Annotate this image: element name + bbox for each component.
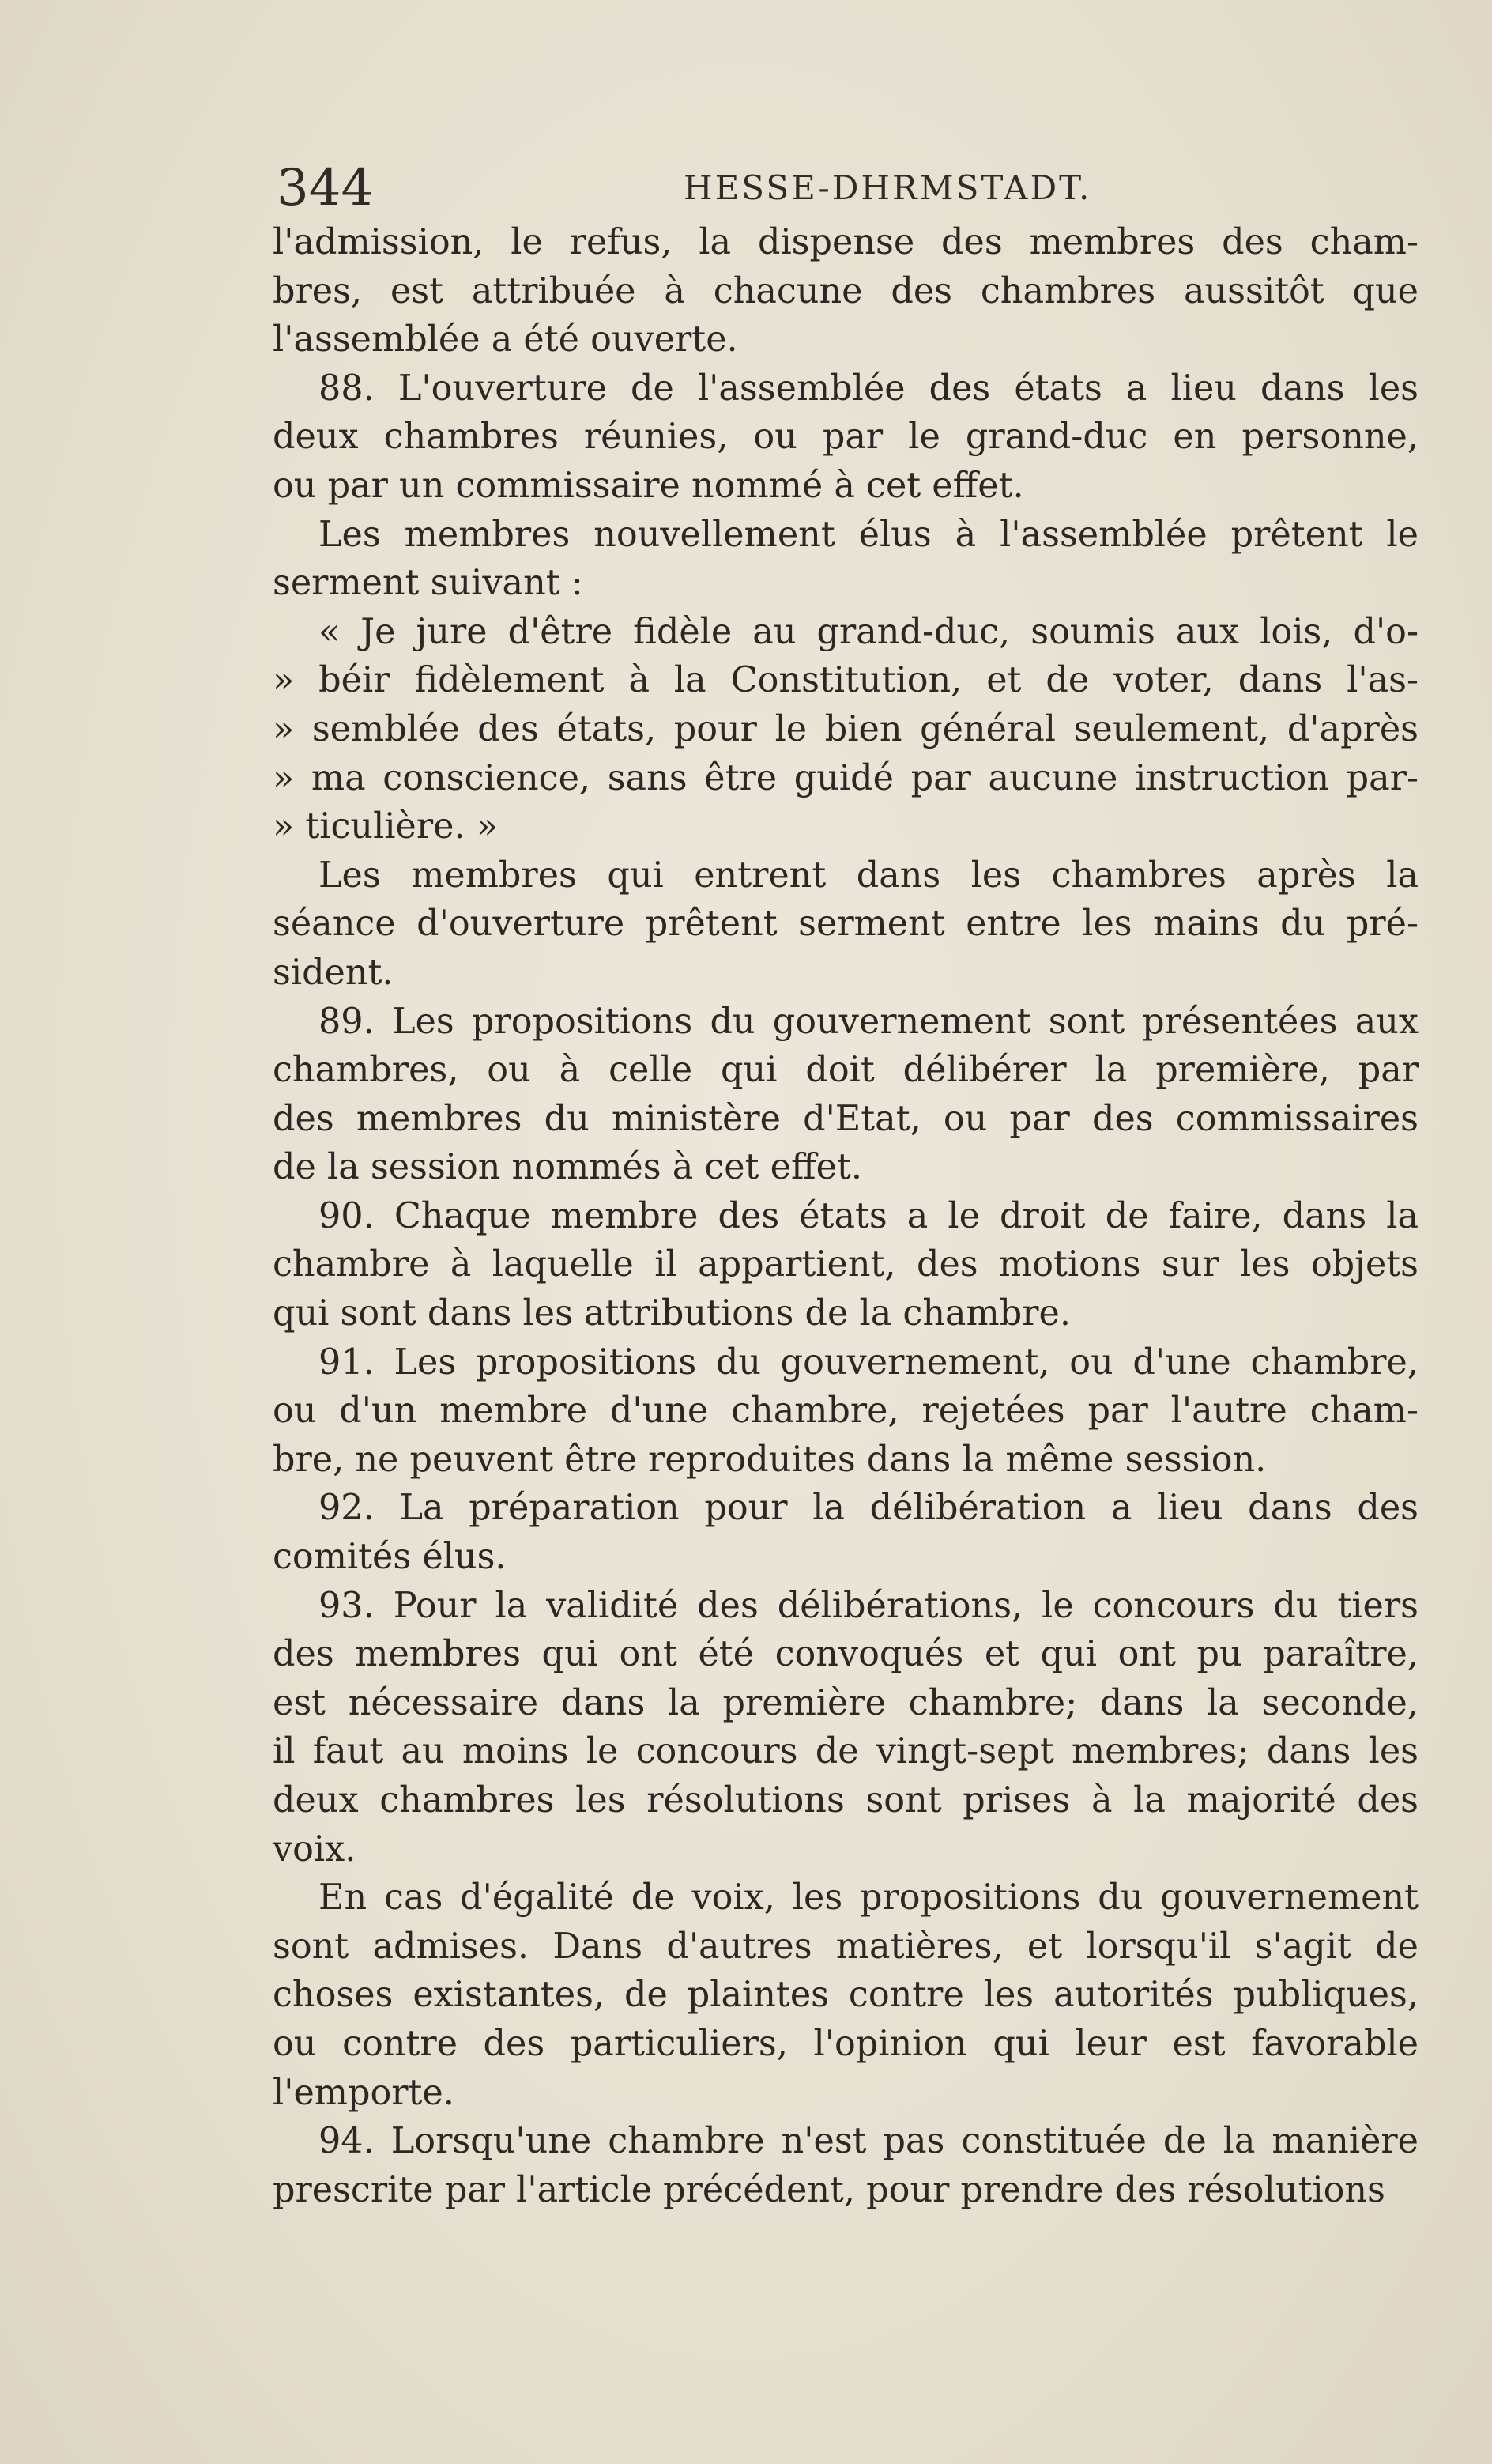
article-94 xyxy=(273,2117,1419,2214)
text-line: Les membres nouvellement élus à l'assemblée prêtent le xyxy=(318,514,1419,555)
text-line: sident. xyxy=(273,952,394,993)
text-line: prescrite par l'article précédent, pour prendre des résolutions xyxy=(273,2169,1385,2210)
text-line: séance d'ouverture prêtent serment entre les mains du pré- xyxy=(273,904,1419,945)
text-line: 92. La préparation pour la délibération a lieu dans des xyxy=(318,1488,1419,1529)
article-91 xyxy=(273,1338,1419,1485)
text-line: est nécessaire dans la première chambre; dans la seconde, xyxy=(273,1682,1419,1723)
body-text xyxy=(273,218,1419,2214)
text-line: l'emporte. xyxy=(273,2072,454,2113)
paragraph-later-members xyxy=(273,851,1419,998)
text-line: 94. Lorsqu'une chambre n'est pas constituée de la manière xyxy=(318,2121,1419,2162)
text-line: ou contre des particuliers, l'opinion qui leur est favorable xyxy=(273,2023,1419,2064)
text-line: il faut au moins le concours de vingt-sept membres; dans les xyxy=(273,1731,1419,1772)
running-head: HESSE-DHRMSTADT. xyxy=(684,168,1092,207)
text-line: 90. Chaque membre des états a le droit de faire, dans la xyxy=(318,1195,1419,1236)
text-line: serment suivant : xyxy=(273,563,583,604)
article-92 xyxy=(273,1484,1419,1581)
paragraph-continuation xyxy=(273,218,1419,364)
article-88 xyxy=(273,364,1419,511)
text-line: chambre à laquelle il appartient, des motions sur les objets xyxy=(273,1244,1419,1285)
text-line: 88. L'ouverture de l'assemblée des états a lieu dans les xyxy=(318,368,1419,409)
text-line: des membres du ministère d'Etat, ou par des commissaires xyxy=(273,1098,1419,1139)
article-89 xyxy=(273,998,1419,1192)
text-line: des membres qui ont été convoqués et qui ont pu paraître, xyxy=(273,1634,1419,1675)
paragraph-oath-intro xyxy=(273,511,1419,608)
text-line: 93. Pour la validité des délibérations, le concours du tiers xyxy=(318,1585,1419,1626)
text-line: choses existantes, de plaintes contre les autorités publiques, xyxy=(273,1975,1419,2016)
text-line: ou par un commissaire nommé à cet effet. xyxy=(273,465,1024,506)
text-line: » semblée des états, pour le bien général seulement, d'après xyxy=(273,708,1419,749)
text-line: En cas d'égalité de voix, les propositions du gouvernement xyxy=(318,1877,1419,1919)
text-line: voix. xyxy=(273,1828,356,1870)
text-line: 91. Les propositions du gouvernement, ou d'une chambre, xyxy=(318,1341,1419,1383)
text-line: » béir fidèlement à la Constitution, et de voter, dans l'as- xyxy=(273,660,1419,701)
text-line: ou d'un membre d'une chambre, rejetées par l'autre cham- xyxy=(273,1390,1419,1432)
article-90 xyxy=(273,1192,1419,1338)
text-line: deux chambres les résolutions sont prises à la majorité des xyxy=(273,1780,1419,1821)
paragraph-tie-votes xyxy=(273,1873,1419,2117)
text-line: l'admission, le refus, la dispense des membres des cham- xyxy=(273,222,1419,262)
text-line: « Je jure d'être fidèle au grand-duc, soumis aux lois, d'o- xyxy=(318,611,1419,652)
text-line: bre, ne peuvent être reproduites dans la même session. xyxy=(273,1439,1267,1480)
page-header xyxy=(277,157,1430,220)
text-line: comités élus. xyxy=(273,1537,507,1578)
text-line: deux chambres réunies, ou par le grand-duc en personne, xyxy=(273,417,1419,458)
text-line: bres, est attribuée à chacune des chambres aussitôt que xyxy=(273,270,1419,311)
text-line: l'assemblée a été ouverte. xyxy=(273,319,738,360)
text-line: chambres, ou à celle qui doit délibérer la première, par xyxy=(273,1050,1419,1091)
text-line: » ma conscience, sans être guidé par aucune instruction par- xyxy=(273,757,1419,798)
text-line: » ticulière. » xyxy=(273,806,498,847)
text-line: 89. Les propositions du gouvernement sont présentées aux xyxy=(318,1001,1419,1042)
text-line: Les membres qui entrent dans les chambres après la xyxy=(318,855,1419,896)
page-number: 344 xyxy=(277,159,374,217)
text-line: qui sont dans les attributions de la chambre. xyxy=(273,1293,1071,1334)
oath-quote xyxy=(273,608,1419,851)
article-93 xyxy=(273,1582,1419,1874)
text-line: sont admises. Dans d'autres matières, et lorsqu'il s'agit de xyxy=(273,1926,1419,1967)
text-line: de la session nommés à cet effet. xyxy=(273,1147,862,1188)
